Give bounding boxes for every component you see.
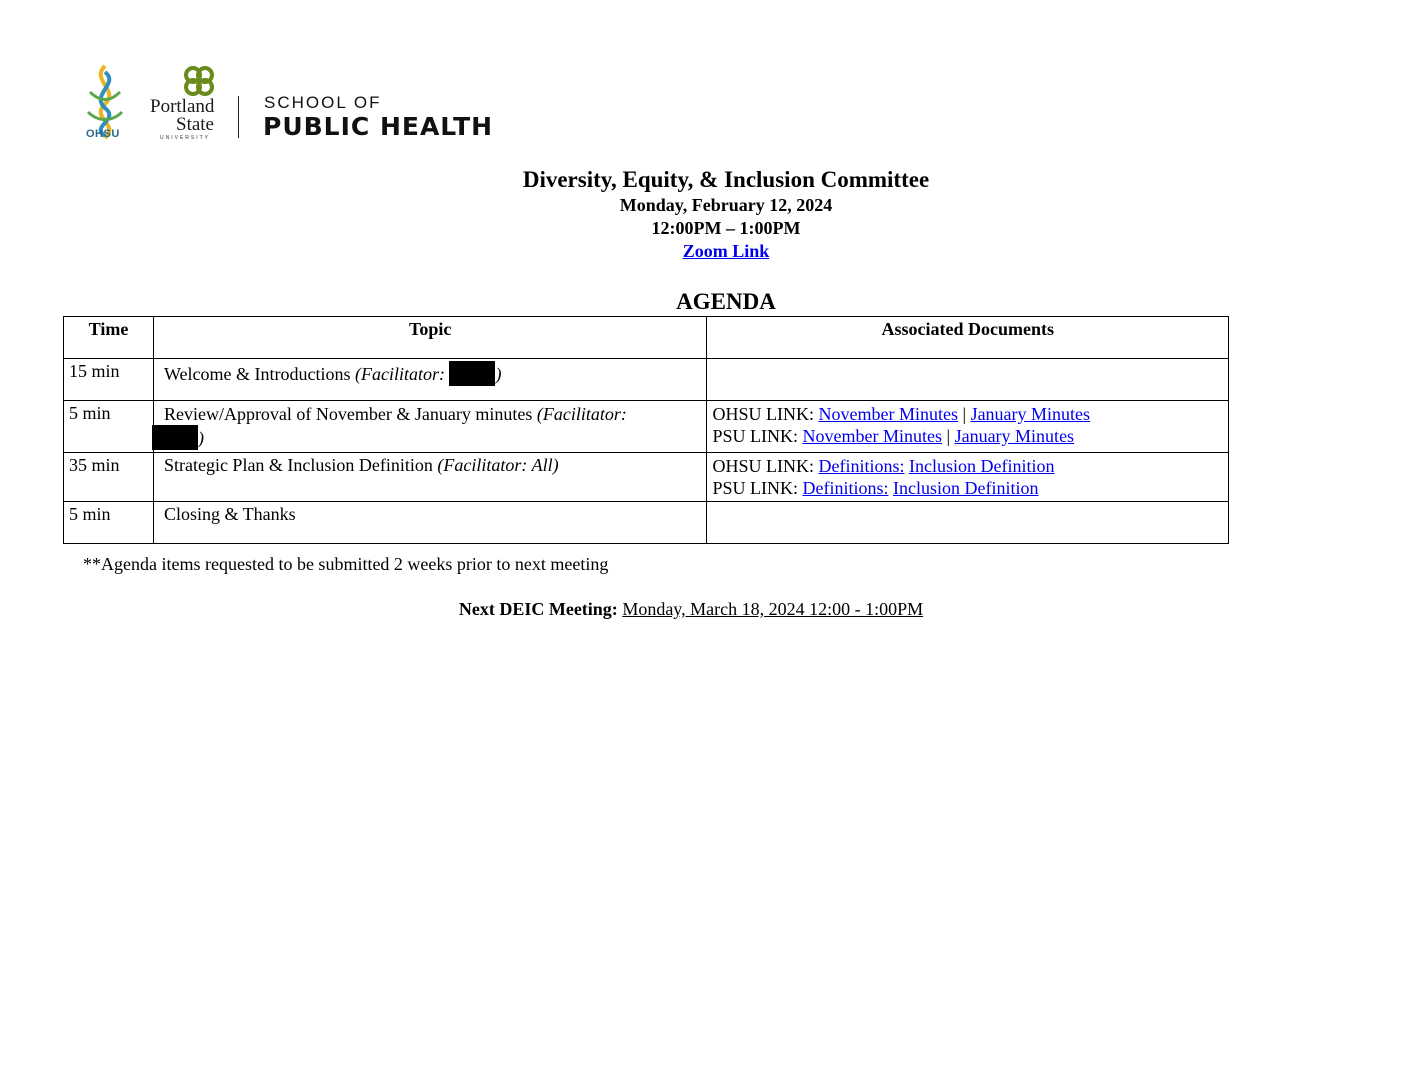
row-time: 15 min [64,359,154,401]
psu-link-label: PSU LINK: [712,426,798,446]
row-topic: Closing & Thanks [153,502,707,544]
row-topic [153,401,707,453]
table-header-row [64,317,1229,359]
public-health-text: PUBLIC HEALTH [263,112,494,141]
column-header-topic: Topic [153,317,707,359]
next-meeting-value: Monday, March 18, 2024 12:00 - 1:00PM [622,599,924,619]
psu-link-label: PSU LINK: [712,478,798,498]
psu-logo-word-state: State [176,114,214,135]
redaction-box [152,425,198,450]
meeting-date: Monday, February 12, 2024 [619,195,833,215]
facilitator-text: (Facilitator: All) [437,455,559,475]
column-header-documents: Associated Documents [707,317,1229,359]
psu-logo-word-university: UNIVERSITY [160,135,211,141]
row-documents [707,359,1229,401]
row-documents [707,453,1229,502]
row-time: 5 min [64,401,154,453]
school-of-text: SCHOOL OF [264,93,382,112]
ohsu-logo-text: OHSU [86,128,120,140]
document-header [0,166,1408,263]
table-row [64,359,1229,401]
psu-november-minutes-link[interactable]: November Minutes [802,426,942,446]
redaction-box [449,361,495,386]
psu-january-minutes-link[interactable]: January Minutes [954,426,1075,446]
facilitator-close: ) [197,428,204,448]
facilitator-text: (Facilitator: [536,404,627,424]
ohsu-inclusion-definition-link[interactable]: Inclusion Definition [908,456,1055,476]
ohsu-november-minutes-link[interactable]: November Minutes [818,404,958,424]
table-row [64,502,1229,544]
row-time: 5 min [64,502,154,544]
agenda-note: **Agenda items requested to be submitted 2 weeks prior to next meeting [83,554,609,574]
row-time: 35 min [64,453,154,502]
psu-definitions-link[interactable]: Definitions: [802,478,889,498]
ohsu-definitions-link[interactable]: Definitions: [818,456,905,476]
link-separator: | [962,404,967,424]
row-documents [707,502,1229,544]
ohsu-january-minutes-link[interactable]: January Minutes [970,404,1091,424]
ohsu-link-label: OHSU LINK: [712,404,814,424]
topic-text: Welcome & Introductions [163,364,351,384]
logo-block [80,62,510,144]
committee-title: Diversity, Equity, & Inclusion Committee [522,167,930,192]
table-row [64,453,1229,502]
psu-logo-word-portland: Portland [150,96,215,117]
next-meeting-label: Next DEIC Meeting: [458,599,618,619]
row-documents [707,401,1229,453]
table-row [64,401,1229,453]
link-separator: | [946,426,951,446]
row-topic [153,453,707,502]
meeting-time: 12:00PM – 1:00PM [651,218,801,238]
topic-text: Strategic Plan & Inclusion Definition [163,455,433,475]
facilitator-text: (Facilitator: [354,364,450,384]
zoom-link[interactable]: Zoom Link [682,241,770,261]
psu-inclusion-definition-link[interactable]: Inclusion Definition [892,478,1039,498]
agenda-table [63,316,1229,544]
psu-logo-icon [182,64,216,98]
ohsu-link-label: OHSU LINK: [712,456,814,476]
row-topic [153,359,707,401]
column-header-time: Time [64,317,154,359]
agenda-title: AGENDA [676,289,776,314]
logo-divider [238,96,239,138]
facilitator-close: ) [495,364,502,384]
topic-text: Review/Approval of November & January minutes [163,404,533,424]
next-meeting [0,599,1382,620]
